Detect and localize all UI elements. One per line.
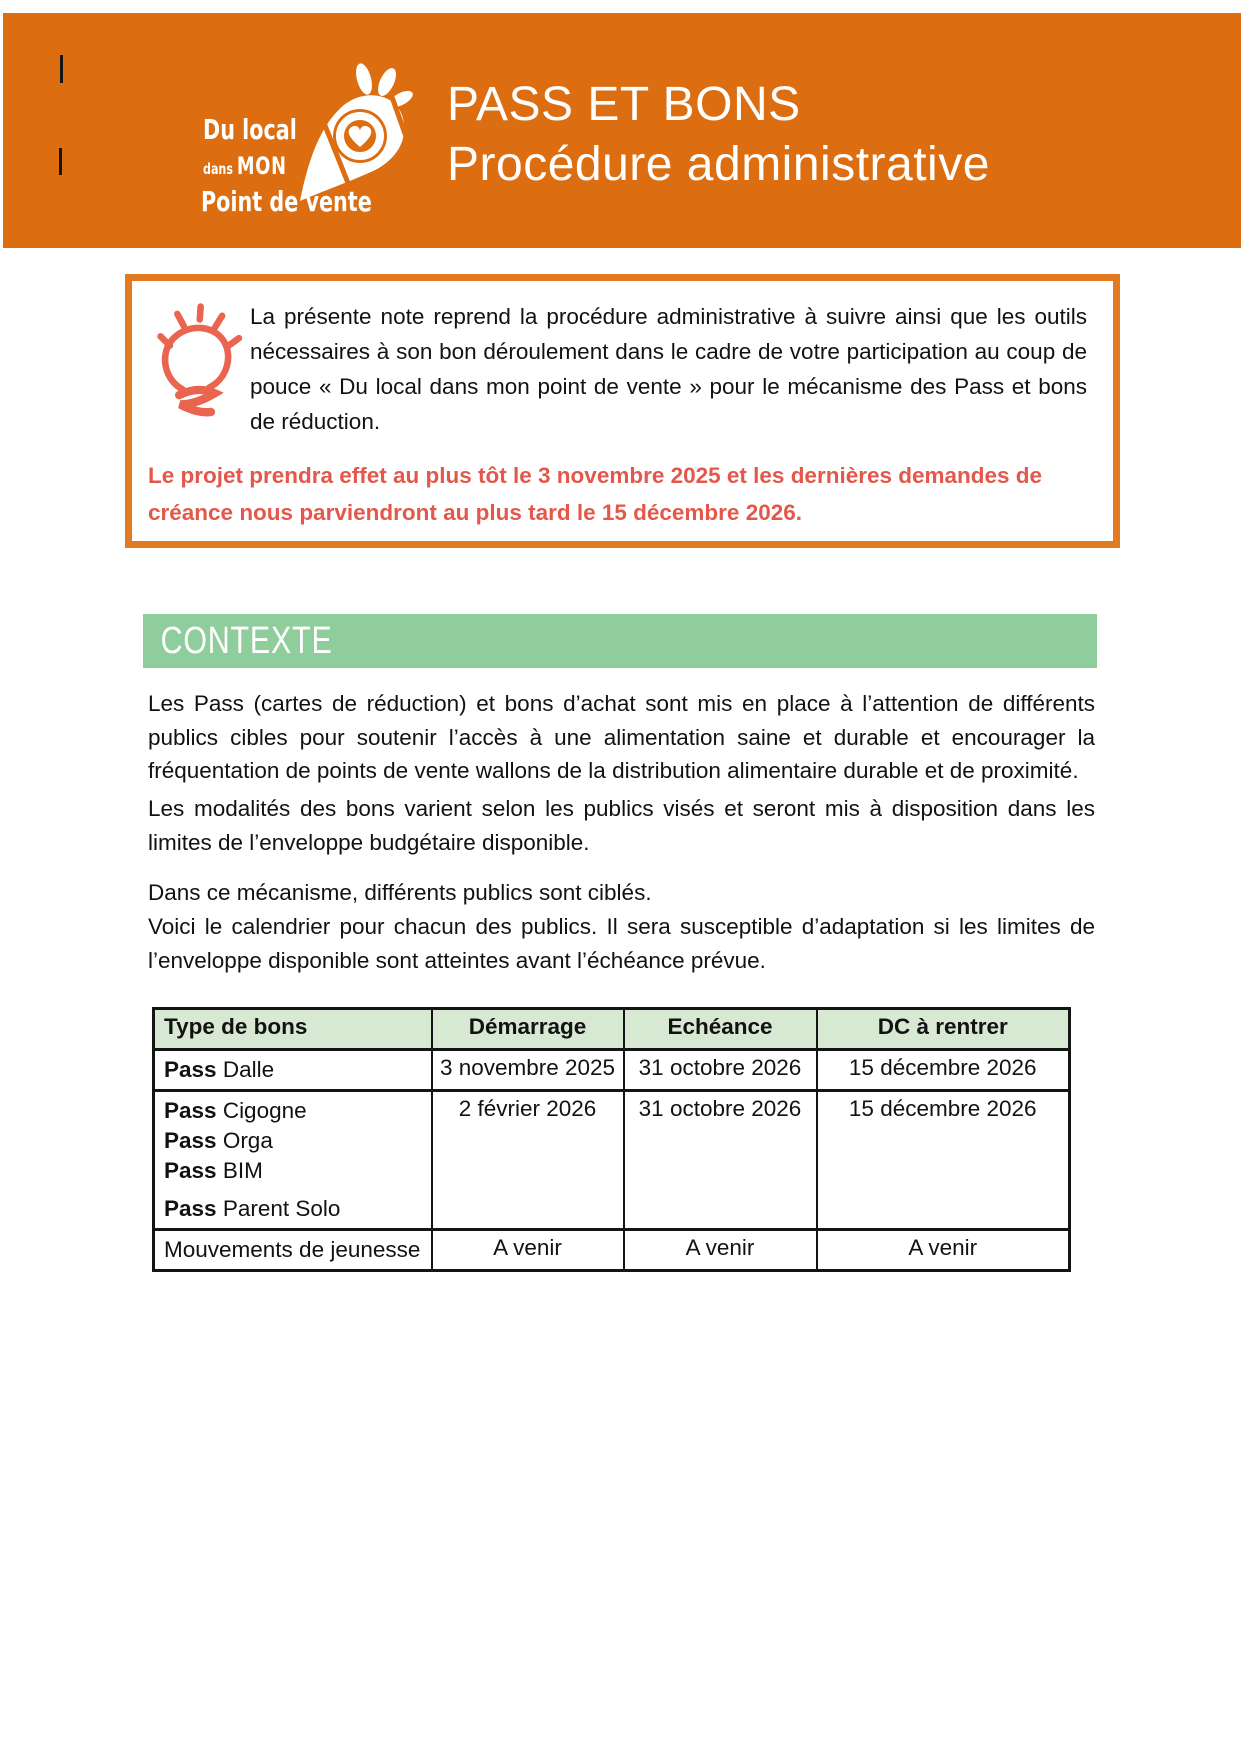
- logo-text-line3: Point de vente: [201, 185, 372, 218]
- pass-rest: Mouvements de jeunesse: [164, 1237, 421, 1262]
- pass-bold: Pass: [164, 1057, 217, 1082]
- pass-label: [164, 1096, 425, 1126]
- table-row: [154, 1050, 1070, 1091]
- cell-dc: A venir: [817, 1230, 1070, 1271]
- callout-deadline-text: Le projet prendra effet au plus tôt le 3 novembre 2025 et les dernières demandes de créance nous parviendront au plus tard le 15 décembre 2026.: [148, 463, 1043, 525]
- pass-bold: Pass: [164, 1158, 217, 1183]
- margin-tick-icon: [60, 55, 63, 83]
- table-header-row: [154, 1009, 1070, 1050]
- cell-dc: 15 décembre 2026: [817, 1091, 1070, 1230]
- pass-rest: Parent Solo: [216, 1196, 341, 1221]
- logo-text-mon: MON: [236, 152, 287, 180]
- col-header-type: Type de bons: [154, 1009, 432, 1050]
- pass-rest: Dalle: [216, 1057, 275, 1082]
- margin-tick-icon: [59, 148, 62, 175]
- cell-type: [154, 1230, 432, 1271]
- paragraph: Les modalités des bons varient selon les publics visés et seront mis à disposition dans les limites de l’enveloppe budgétaire disponible.: [148, 796, 1095, 855]
- logo-text-line1: Du local: [203, 113, 297, 146]
- pass-label: [164, 1055, 425, 1085]
- page-title: [447, 75, 990, 195]
- paragraph: Dans ce mécanisme, différents publics sont ciblés.: [148, 880, 652, 905]
- cell-demarrage: A venir: [432, 1230, 624, 1271]
- callout-paragraph: La présente note reprend la procédure administrative à suivre ainsi que les outils nécessaires à son bon déroulement dans le cadre de votre participation au coup de pouce « Du local dans mon point de vente » pour le mécanisme des Pass et bons de réduction.: [250, 304, 1087, 434]
- intro-callout-box: [125, 274, 1120, 548]
- paragraph: Les Pass (cartes de réduction) et bons d’achat sont mis en place à l’attention de différents publics cibles pour soutenir l’accès à une alimentation saine et durable et encourager la fréquentation de points de vente wallons de la distribution alimentaire durable et de proximité.: [148, 691, 1095, 783]
- pass-label: [164, 1126, 425, 1156]
- logo-text-dans: dans: [203, 160, 237, 178]
- pass-bold: Pass: [164, 1196, 217, 1221]
- table-row: [154, 1091, 1070, 1230]
- cell-type: [154, 1091, 432, 1230]
- paragraph: Voici le calendrier pour chacun des publics. Il sera susceptible d’adaptation si les limites de l’enveloppe disponible sont atteintes avant l’échéance prévue.: [148, 914, 1095, 973]
- pass-rest: Cigogne: [216, 1098, 307, 1123]
- pass-label: [164, 1235, 425, 1265]
- cell-type: [154, 1050, 432, 1091]
- section-heading-banner: [143, 614, 1097, 668]
- cell-echeance: A venir: [624, 1230, 817, 1271]
- pass-label: [164, 1156, 425, 1186]
- header-band: [3, 13, 1241, 248]
- calendar-table: [152, 1007, 1071, 1272]
- table-row: [154, 1230, 1070, 1271]
- page-title-line2: Procédure administrative: [447, 138, 990, 191]
- cell-dc: 15 décembre 2026: [817, 1050, 1070, 1091]
- logo-text-line2: [203, 152, 287, 180]
- cell-demarrage: 3 novembre 2025: [432, 1050, 624, 1091]
- pass-label: [164, 1194, 425, 1224]
- col-header-echeance: Echéance: [624, 1009, 817, 1050]
- pass-rest: Orga: [216, 1128, 273, 1153]
- carrot-heart-logo-icon: [286, 61, 418, 209]
- cell-echeance: 31 octobre 2026: [624, 1091, 817, 1230]
- pass-bold: Pass: [164, 1098, 217, 1123]
- cell-demarrage: 2 février 2026: [432, 1091, 624, 1230]
- page-title-line1: PASS ET BONS: [447, 78, 801, 131]
- col-header-demarrage: Démarrage: [432, 1009, 624, 1050]
- cell-echeance: 31 octobre 2026: [624, 1050, 817, 1091]
- pass-bold: Pass: [164, 1128, 217, 1153]
- col-header-dc: DC à rentrer: [817, 1009, 1070, 1050]
- pass-rest: BIM: [216, 1158, 263, 1183]
- lightbulb-icon: [146, 299, 246, 439]
- section-heading: CONTEXTE: [160, 619, 333, 662]
